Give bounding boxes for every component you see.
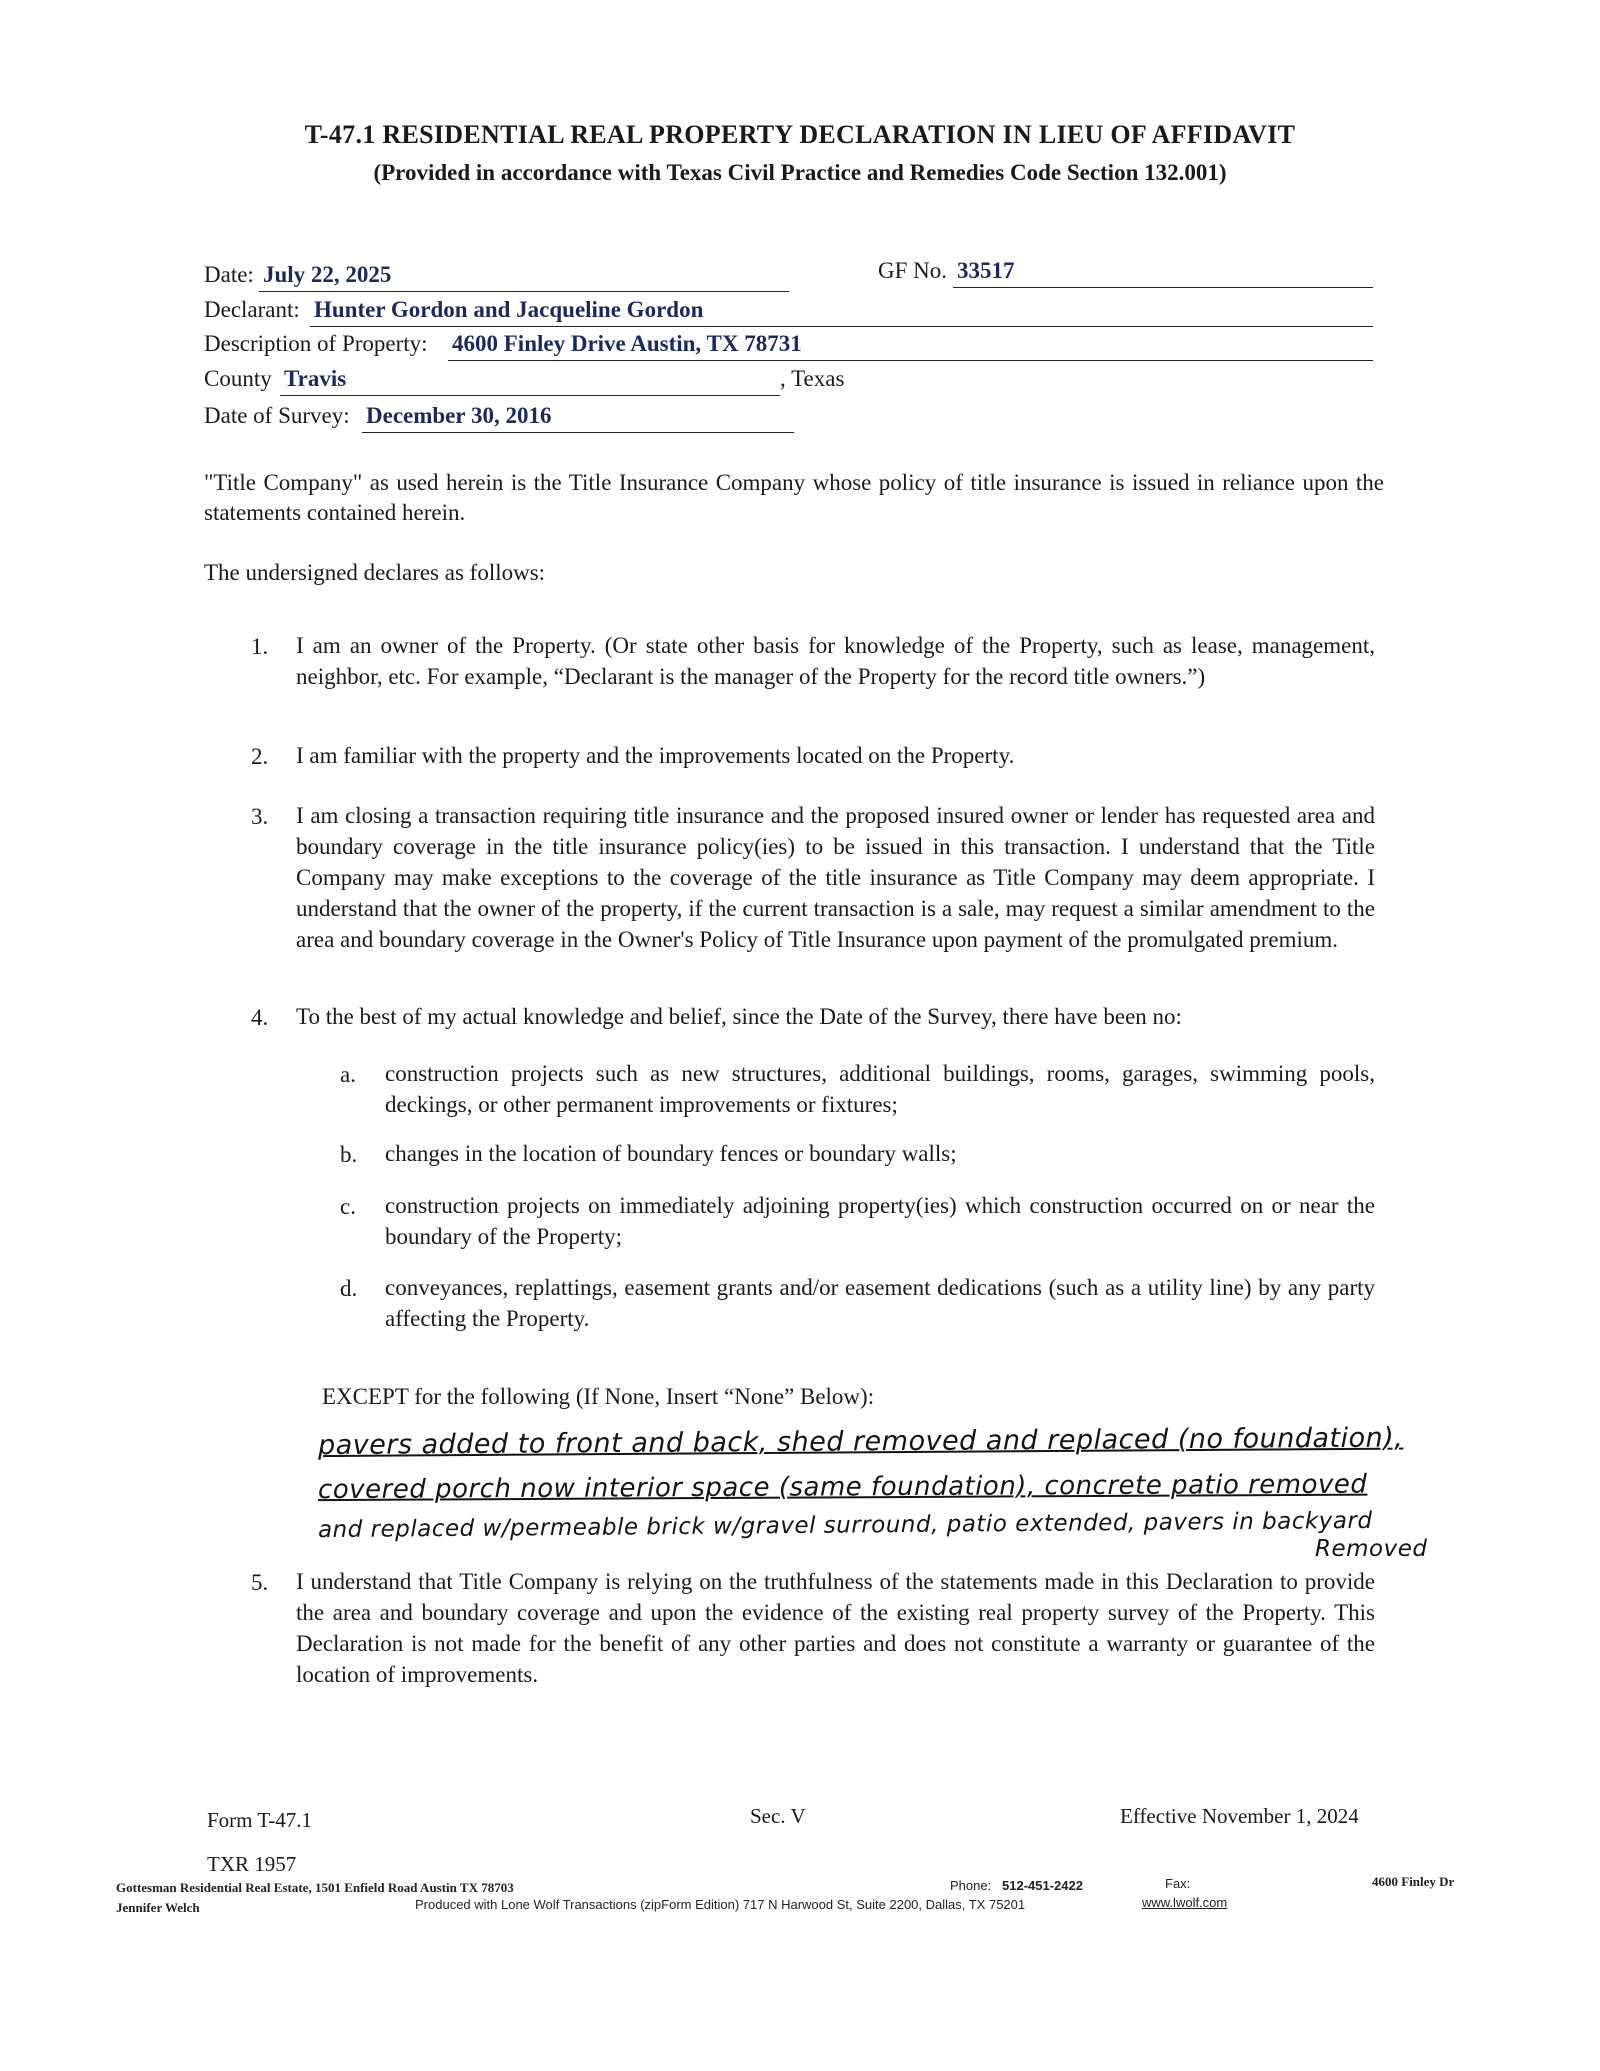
- item-text: I understand that Title Company is relying on the truthfulness of the statements made in this Declaration to provide the area and boundary coverage and upon the evidence of the existing real property survey of the Property. This Declaration is not made for the benefit of any other parties and does not constitute a warranty or guarantee of the location of improvements.: [296, 1569, 1375, 1687]
- handwritten-exception-line: and replaced w/permeable brick w/gravel surround, patio extended, pavers in backyard: [317, 1507, 1373, 1544]
- gf-number-field: 33517: [953, 258, 1373, 288]
- section-label: Sec. V: [750, 1804, 806, 1828]
- subitem-letter: a.: [340, 1062, 356, 1087]
- item-text: To the best of my actual knowledge and belief, since the Date of the Survey, there have been no:: [296, 1004, 1182, 1029]
- survey-date-label: Date of Survey:: [204, 403, 350, 428]
- item-text: I am familiar with the property and the improvements located on the Property.: [296, 743, 1015, 768]
- handwritten-exception-line: covered porch now interior space (same foundation), concrete patio removed: [317, 1469, 1368, 1506]
- subitem-letter: c.: [340, 1194, 356, 1219]
- item-text: I am an owner of the Property. (Or state other basis for knowledge of the Property, such as lease, management, neighbor, etc. For example, “Declarant is the manager of the Property for the record title owners.”): [296, 633, 1375, 689]
- item-number: 4.: [251, 1005, 269, 1030]
- declarant-field: Hunter Gordon and Jacqueline Gordon: [310, 297, 1373, 327]
- survey-date-field: December 30, 2016: [362, 403, 794, 433]
- phone-label: Phone:: [950, 1878, 992, 1893]
- item-number: 5.: [251, 1570, 269, 1595]
- website-link[interactable]: www.lwolf.com: [1142, 1895, 1228, 1910]
- declarant-label: Declarant:: [204, 297, 300, 322]
- declaration-intro: The undersigned declares as follows:: [204, 560, 546, 585]
- phone-number: 512-451-2422: [1002, 1878, 1083, 1893]
- subitem-letter: d.: [340, 1276, 358, 1301]
- property-description-label: Description of Property:: [204, 331, 428, 356]
- except-label: EXCEPT for the following (If None, Insert “None” Below):: [322, 1384, 875, 1409]
- produced-with-line: Produced with Lone Wolf Transactions (zipForm Edition) 717 N Harwood St, Suite 2200, Dallas, TX 75201: [415, 1897, 1026, 1912]
- date-label: Date:: [204, 262, 254, 287]
- effective-date: Effective November 1, 2024: [1120, 1804, 1359, 1828]
- handwritten-exception-line: pavers added to front and back, shed removed and replaced (no foundation),: [317, 1422, 1404, 1462]
- county-label: County: [204, 366, 272, 391]
- title-company-definition: "Title Company" as used herein is the Title Insurance Company whose policy of title insurance is issued in reliance upon the statements contained herein.: [204, 470, 1384, 525]
- form-number: Form T-47.1: [207, 1808, 313, 1832]
- date-field: July 22, 2025: [259, 262, 789, 292]
- subitem-text: construction projects such as new structures, additional buildings, rooms, garages, swimming pools, deckings, or other permanent improvements or fixtures;: [385, 1061, 1375, 1117]
- file-reference: 4600 Finley Dr: [1372, 1874, 1455, 1889]
- item-number: 3.: [251, 804, 269, 829]
- subitem-text: conveyances, replattings, easement grants and/or easement dedications (such as a utility line) by any party affecting the Property.: [385, 1275, 1375, 1331]
- handwritten-exception-line: Removed: [1315, 1536, 1428, 1562]
- item-number: 1.: [251, 634, 269, 659]
- gf-label: GF No.: [878, 258, 948, 283]
- property-description-field: 4600 Finley Drive Austin, TX 78731: [448, 331, 1373, 361]
- form-subtitle: (Provided in accordance with Texas Civil Practice and Remedies Code Section 132.001): [373, 160, 1227, 185]
- fax-label: Fax:: [1165, 1876, 1191, 1891]
- brokerage-line: Gottesman Residential Real Estate, 1501 Enfield Road Austin TX 78703: [116, 1880, 514, 1895]
- agent-name: Jennifer Welch: [116, 1900, 200, 1915]
- item-text: I am closing a transaction requiring title insurance and the proposed insured owner or lender has requested area and boundary coverage in the title insurance policy(ies) to be issued in this transaction. I understand that the Title Company may make exceptions to the coverage of the title insurance as Title Company may deem appropriate. I understand that the owner of the property, if the current transaction is a sale, may request a similar amendment to the area and boundary coverage in the Owner's Policy of Title Insurance upon payment of the promulgated premium.: [296, 803, 1375, 952]
- item-number: 2.: [251, 744, 269, 769]
- county-field: Travis: [280, 366, 780, 396]
- txr-number: TXR 1957: [207, 1852, 297, 1876]
- subitem-letter: b.: [340, 1142, 358, 1167]
- subitem-text: construction projects on immediately adjoining property(ies) which construction occurred on or near the boundary of the Property;: [385, 1193, 1375, 1249]
- county-suffix: , Texas: [780, 366, 845, 391]
- form-title: T-47.1 RESIDENTIAL REAL PROPERTY DECLARATION IN LIEU OF AFFIDAVIT: [304, 120, 1296, 149]
- subitem-text: changes in the location of boundary fences or boundary walls;: [385, 1141, 957, 1166]
